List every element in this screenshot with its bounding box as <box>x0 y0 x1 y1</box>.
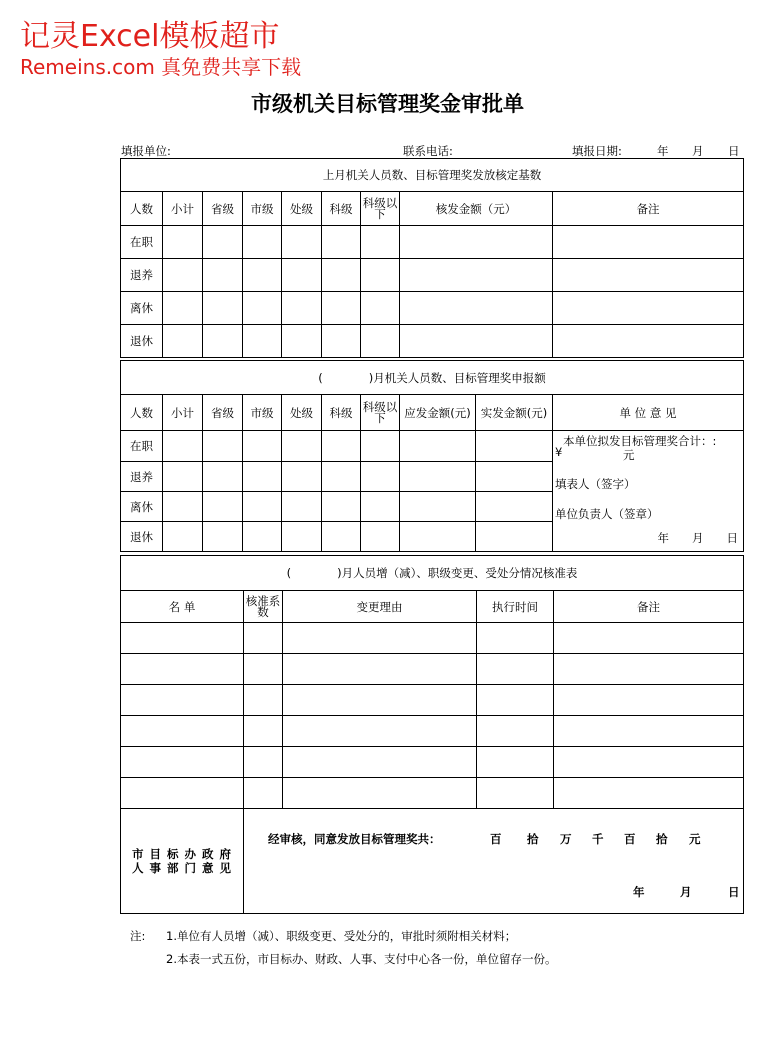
input-cell[interactable] <box>203 462 243 492</box>
input-cell[interactable] <box>283 747 477 778</box>
approval-unit: 千 <box>592 832 604 846</box>
input-cell[interactable] <box>121 747 244 778</box>
input-cell[interactable] <box>400 259 553 292</box>
opinion-currency: ¥ <box>555 445 563 459</box>
input-cell[interactable] <box>121 778 244 809</box>
input-cell[interactable] <box>282 226 322 259</box>
input-cell[interactable] <box>554 685 744 716</box>
input-cell[interactable] <box>400 292 553 325</box>
input-cell[interactable] <box>476 462 553 492</box>
input-cell[interactable] <box>553 325 744 358</box>
application-table-caption: ( )月机关人员数、目标管理奖申报额 <box>121 361 744 395</box>
approval-unit: 拾 <box>527 832 539 846</box>
input-cell[interactable] <box>361 292 400 325</box>
base-table-caption: 上月机关人员数、目标管理奖发放核定基数 <box>121 159 744 192</box>
input-cell[interactable] <box>244 747 283 778</box>
column-header: 单 位 意 见 <box>553 395 744 431</box>
header-year: 年 <box>657 144 669 158</box>
column-header: 小计 <box>163 395 203 431</box>
approval-unit: 拾 <box>656 832 668 846</box>
column-header: 市级 <box>243 192 282 226</box>
input-cell[interactable] <box>282 325 322 358</box>
input-cell[interactable] <box>477 654 554 685</box>
input-cell[interactable] <box>282 492 322 522</box>
column-header: 小计 <box>163 192 203 226</box>
approval-opinion-cell[interactable] <box>244 809 744 914</box>
input-cell[interactable] <box>477 747 554 778</box>
column-header: 核准系数 <box>244 591 283 623</box>
column-header: 处级 <box>282 192 322 226</box>
input-cell[interactable] <box>244 623 283 654</box>
input-cell[interactable] <box>322 325 361 358</box>
input-cell[interactable] <box>244 716 283 747</box>
input-cell[interactable] <box>243 492 282 522</box>
input-cell[interactable] <box>361 259 400 292</box>
input-cell[interactable] <box>400 492 476 522</box>
phone-label: 联系电话: <box>403 144 453 158</box>
opinion-leader: 单位负责人（签章） <box>555 507 659 521</box>
row-label: 退养 <box>121 462 163 492</box>
input-cell[interactable] <box>243 522 282 552</box>
input-cell[interactable] <box>203 522 243 552</box>
column-header: 变更理由 <box>283 591 477 623</box>
note-item-2: 2.本表一式五份，市目标办、财政、人事、支付中心各一份，单位留存一份。 <box>166 952 557 966</box>
application-table <box>120 360 744 552</box>
input-cell[interactable] <box>283 654 477 685</box>
input-cell[interactable] <box>476 492 553 522</box>
column-header: 名 单 <box>121 591 244 623</box>
column-header: 备注 <box>554 591 744 623</box>
row-label: 退养 <box>121 259 163 292</box>
approval-text: 经审核，同意发放目标管理奖共： <box>268 832 441 846</box>
input-cell[interactable] <box>361 431 400 462</box>
row-label: 在职 <box>121 431 163 462</box>
input-cell[interactable] <box>282 462 322 492</box>
input-cell[interactable] <box>163 325 203 358</box>
document-title: 市级机关目标管理奖金审批单 <box>251 91 524 116</box>
input-cell[interactable] <box>322 292 361 325</box>
input-cell[interactable] <box>203 259 243 292</box>
input-cell[interactable] <box>121 685 244 716</box>
watermark-title: 记灵Excel模板超市 <box>20 19 280 54</box>
input-cell[interactable] <box>554 716 744 747</box>
column-header: 市级 <box>243 395 282 431</box>
column-header: 省级 <box>203 395 243 431</box>
input-cell[interactable] <box>244 778 283 809</box>
column-header: 备注 <box>553 192 744 226</box>
report-date-label: 填报日期: <box>572 144 622 158</box>
approval-department-label: 市 目 标 办 政 府 人 事 部 门 意 见 <box>121 809 244 914</box>
input-cell[interactable] <box>282 431 322 462</box>
input-cell[interactable] <box>163 462 203 492</box>
column-header: 科级以下 <box>361 192 400 226</box>
column-header: 实发金额(元) <box>476 395 553 431</box>
input-cell[interactable] <box>282 292 322 325</box>
input-cell[interactable] <box>121 716 244 747</box>
row-label: 在职 <box>121 226 163 259</box>
input-cell[interactable] <box>477 778 554 809</box>
reporting-unit-label: 填报单位: <box>121 144 171 158</box>
input-cell[interactable] <box>361 492 400 522</box>
changes-table-caption: ( )月人员增（减）、职级变更、受处分情况核准表 <box>121 556 744 591</box>
input-cell[interactable] <box>400 431 476 462</box>
input-cell[interactable] <box>243 431 282 462</box>
row-label: 离休 <box>121 292 163 325</box>
approval-unit: 万 <box>560 832 572 846</box>
input-cell[interactable] <box>322 522 361 552</box>
input-cell[interactable] <box>476 522 553 552</box>
input-cell[interactable] <box>477 716 554 747</box>
watermark-subtitle: Remeins.com 真免费共享下载 <box>20 55 302 79</box>
opinion-filler: 填表人（签字） <box>555 477 636 491</box>
approval-unit: 元 <box>689 832 701 846</box>
input-cell[interactable] <box>163 226 203 259</box>
column-header: 人数 <box>121 395 163 431</box>
changes-table <box>120 555 744 914</box>
input-cell[interactable] <box>203 492 243 522</box>
opinion-yuan: 元 <box>623 448 635 462</box>
column-header: 科级以下 <box>361 395 400 431</box>
input-cell[interactable] <box>244 685 283 716</box>
header-month: 月 <box>692 144 704 158</box>
input-cell[interactable] <box>243 226 282 259</box>
input-cell[interactable] <box>283 716 477 747</box>
input-cell[interactable] <box>203 292 243 325</box>
column-header: 省级 <box>203 192 243 226</box>
input-cell[interactable] <box>203 431 243 462</box>
opinion-total-label: 本单位拟发目标管理奖合计：: <box>563 434 717 448</box>
input-cell[interactable] <box>553 226 744 259</box>
column-header: 核发金额（元） <box>400 192 553 226</box>
input-cell[interactable] <box>477 623 554 654</box>
input-cell[interactable] <box>203 325 243 358</box>
input-cell[interactable] <box>554 747 744 778</box>
approval-day: 日 <box>728 885 740 899</box>
input-cell[interactable] <box>163 431 203 462</box>
approval-month: 月 <box>680 885 692 899</box>
notes-prefix: 注: <box>130 929 146 943</box>
column-header: 应发金额(元) <box>400 395 476 431</box>
input-cell[interactable] <box>553 259 744 292</box>
input-cell[interactable] <box>400 522 476 552</box>
note-item-1: 1.单位有人员增（减）、职级变更、受处分的，审批时须附相关材料； <box>166 929 517 943</box>
input-cell[interactable] <box>554 778 744 809</box>
input-cell[interactable] <box>163 522 203 552</box>
input-cell[interactable] <box>163 492 203 522</box>
input-cell[interactable] <box>477 685 554 716</box>
input-cell[interactable] <box>400 226 553 259</box>
input-cell[interactable] <box>121 654 244 685</box>
input-cell[interactable] <box>283 685 477 716</box>
input-cell[interactable] <box>243 292 282 325</box>
input-cell[interactable] <box>400 462 476 492</box>
input-cell[interactable] <box>243 325 282 358</box>
input-cell[interactable] <box>476 431 553 462</box>
input-cell[interactable] <box>244 654 283 685</box>
input-cell[interactable] <box>163 259 203 292</box>
column-header: 科级 <box>322 192 361 226</box>
input-cell[interactable] <box>554 623 744 654</box>
input-cell[interactable] <box>243 462 282 492</box>
input-cell[interactable] <box>322 431 361 462</box>
opinion-date: 年 月 日 <box>657 531 738 545</box>
input-cell[interactable] <box>554 654 744 685</box>
row-label: 离休 <box>121 492 163 522</box>
input-cell[interactable] <box>361 325 400 358</box>
column-header: 科级 <box>322 395 361 431</box>
input-cell[interactable] <box>283 623 477 654</box>
input-cell[interactable] <box>121 623 244 654</box>
input-cell[interactable] <box>322 462 361 492</box>
column-header: 处级 <box>282 395 322 431</box>
input-cell[interactable] <box>282 259 322 292</box>
input-cell[interactable] <box>203 226 243 259</box>
input-cell[interactable] <box>322 259 361 292</box>
input-cell[interactable] <box>322 492 361 522</box>
row-label: 退休 <box>121 522 163 552</box>
input-cell[interactable] <box>322 226 361 259</box>
input-cell[interactable] <box>283 778 477 809</box>
approval-year: 年 <box>633 885 645 899</box>
input-cell[interactable] <box>163 292 203 325</box>
approval-unit: 百 <box>490 832 502 846</box>
input-cell[interactable] <box>361 226 400 259</box>
input-cell[interactable] <box>361 462 400 492</box>
input-cell[interactable] <box>400 325 553 358</box>
input-cell[interactable] <box>553 292 744 325</box>
input-cell[interactable] <box>282 522 322 552</box>
row-label: 退休 <box>121 325 163 358</box>
unit-opinion-cell[interactable] <box>553 431 744 552</box>
header-day: 日 <box>728 144 740 158</box>
approval-unit: 百 <box>624 832 636 846</box>
column-header: 执行时间 <box>477 591 554 623</box>
base-table <box>120 158 744 358</box>
input-cell[interactable] <box>243 259 282 292</box>
input-cell[interactable] <box>361 522 400 552</box>
column-header: 人数 <box>121 192 163 226</box>
